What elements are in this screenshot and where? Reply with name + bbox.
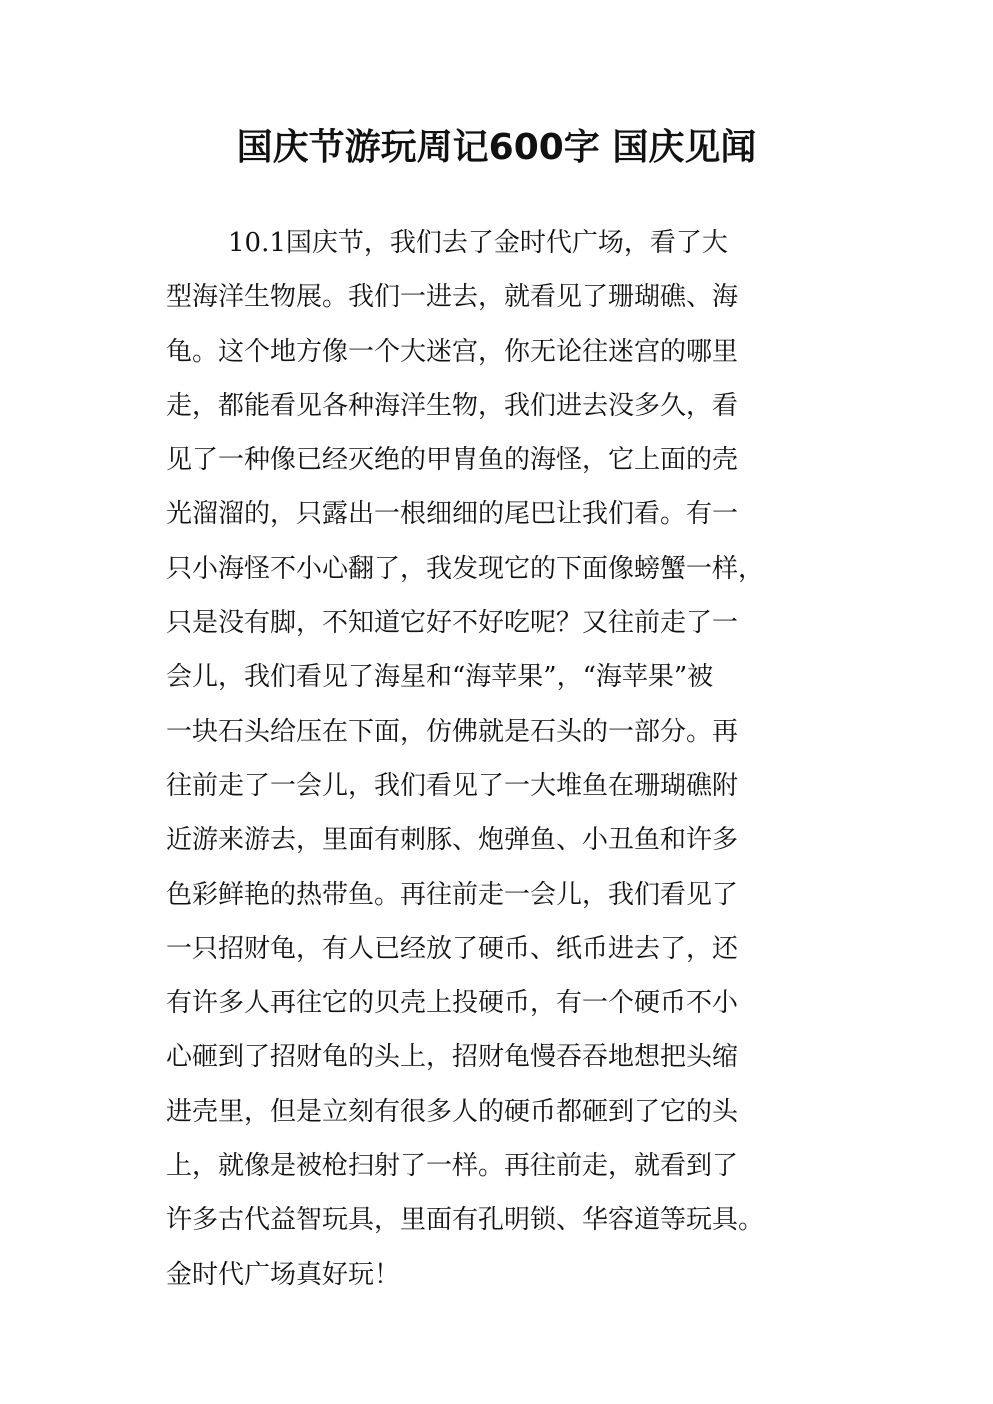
essay-line: 只小海怪不小心翻了，我发现它的下面像螃蟹一样， — [166, 553, 765, 584]
essay-line: 心砸到了招财龟的头上，招财龟慢吞吞地想把头缩 — [166, 1042, 739, 1073]
essay-line: 近游来游去，里面有刺豚、炮弹鱼、小丑鱼和许多 — [166, 825, 739, 856]
essay-line: 光溜溜的，只露出一根细细的尾巴让我们看。有一 — [166, 499, 739, 530]
essay-line: 上，就像是被枪扫射了一样。再往前走，就看到了 — [166, 1151, 739, 1182]
essay-line: 见了一种像已经灭绝的甲胄鱼的海怪，它上面的壳 — [166, 445, 739, 476]
essay-line: 10.1国庆节，我们去了金时代广场，看了大 — [228, 228, 728, 258]
essay-line: 一块石头给压在下面，仿佛就是石头的一部分。再 — [166, 716, 739, 747]
essay-line: 一只招财龟，有人已经放了硬币、纸币进去了，还 — [166, 933, 739, 964]
essay-line: 龟。这个地方像一个大迷宫，你无论往迷宫的哪里 — [166, 336, 739, 367]
essay-body — [166, 216, 856, 1302]
essay-line: 许多古代益智玩具，里面有孔明锁、华容道等玩具。 — [166, 1205, 765, 1236]
essay-line: 会儿，我们看见了海星和“海苹果”，“海苹果”被 — [166, 662, 714, 693]
essay-line: 型海洋生物展。我们一进去，就看见了珊瑚礁、海 — [166, 282, 739, 313]
essay-line: 进壳里，但是立刻有很多人的硬币都砸到了它的头 — [166, 1096, 739, 1127]
document-title: 国庆节游玩周记600字 国庆见闻 — [236, 127, 757, 168]
essay-line: 只是没有脚，不知道它好不好吃呢？又往前走了一 — [166, 608, 739, 639]
essay-line: 往前走了一会儿，我们看见了一大堆鱼在珊瑚礁附 — [166, 770, 739, 801]
essay-line: 有许多人再往它的贝壳上投硬币，有一个硬币不小 — [166, 988, 739, 1019]
essay-line: 色彩鲜艳的热带鱼。再往前走一会儿，我们看见了 — [166, 879, 739, 910]
essay-line: 金时代广场真好玩！ — [166, 1259, 401, 1290]
essay-line: 走，都能看见各种海洋生物，我们进去没多久，看 — [166, 390, 739, 421]
